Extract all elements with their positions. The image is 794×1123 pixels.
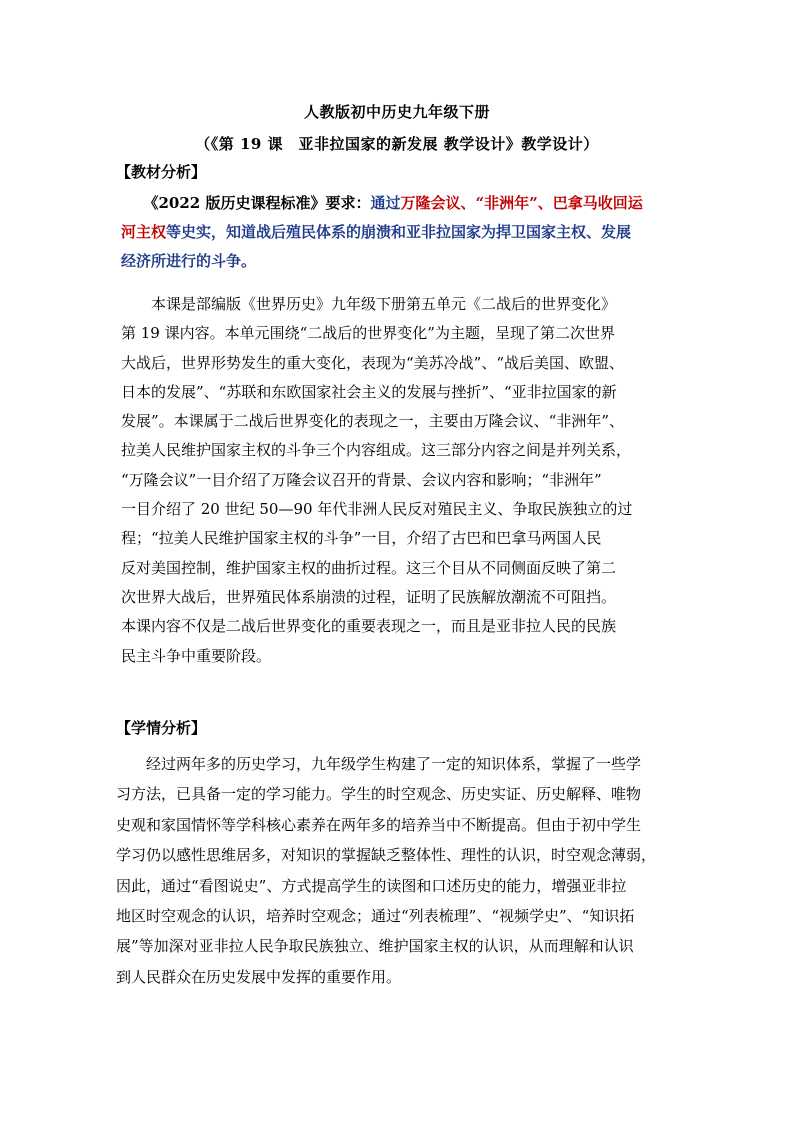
standard-text: 等史实，知道战后殖民体系的崩溃和亚非拉国家为捍卫国家主权、发展: [166, 223, 632, 241]
standard-text: 通过: [370, 194, 401, 212]
paragraph-line: 大战后，世界形势发生的重大变化，表现为“美苏冷战”、“战后美国、欧盟、: [121, 353, 625, 372]
paragraph-line: 经过两年多的历史学习，九年级学生构建了一定的知识体系，掌握了一些学: [116, 755, 642, 773]
paragraph-line: 史观和家国情怀等学科核心素养在两年多的培养当中不断提高。但由于初中学生: [116, 815, 642, 834]
curriculum-standard: [121, 189, 643, 276]
paragraph-line: 民主斗争中重要阶段。: [121, 646, 272, 665]
standard-line: [121, 218, 643, 247]
standard-highlight: 万隆会议、“非洲年”、巴拿马收回运: [400, 194, 643, 212]
section-heading-textbook-analysis: 【教材分析】: [116, 163, 207, 181]
paragraph-line: 日本的发展”、“苏联和东欧国家社会主义的发展与挫折”、“亚非拉国家的新: [121, 382, 617, 401]
textbook-analysis-paragraph: [121, 290, 632, 671]
paragraph-line: 地区时空观念的认识，培养时空观念；通过“列表梳理”、“视频学史”、“知识拓: [116, 906, 635, 925]
paragraph-line: “万隆会议”一目介绍了万隆会议召开的背景、会议内容和影响；“非洲年”: [121, 470, 602, 489]
section-heading-student-analysis: 【学情分析】: [116, 719, 207, 737]
standard-line: [121, 189, 643, 218]
paragraph-line: 本课是部编版《世界历史》九年级下册第五单元《二战后的世界变化》: [121, 295, 617, 313]
paragraph-line: 展”等加深对亚非拉人民争取民族独立、维护国家主权的认识，从而理解和认识: [116, 937, 634, 956]
paragraph-line: 因此，通过“看图说史”、方式提高学生的读图和口述历史的能力，增强亚非拉: [116, 876, 627, 895]
standard-highlight: 河主权: [121, 223, 167, 241]
document-title: 人教版初中历史九年级下册: [303, 103, 490, 121]
paragraph-line: 学习仍以感性思维居多，对知识的掌握缺乏整体性、理性的认识，时空观念薄弱，: [116, 846, 657, 865]
standard-line: [121, 247, 643, 276]
paragraph-line: 习方法，已具备一定的学习能力。学生的时空观念、历史实证、历史解释、唯物: [116, 785, 642, 804]
paragraph-line: 一目介绍了 20 世纪 50—90 年代非洲人民反对殖民主义、争取民族独立的过: [121, 500, 633, 519]
paragraph-line: 本课内容不仅是二战后世界变化的重要表现之一，而且是亚非拉人民的民族: [121, 617, 617, 636]
paragraph-line: 拉美人民维护国家主权的斗争三个内容组成。这三部分内容之间是并列关系，: [121, 441, 632, 460]
paragraph-line: 程；“拉美人民维护国家主权的斗争”一目，介绍了古巴和巴拿马两国人民: [121, 529, 602, 548]
standard-text: 经济所进行的斗争。: [121, 252, 257, 270]
paragraph-line: 到人民群众在历史发展中发挥的重要作用。: [116, 967, 402, 986]
student-analysis-paragraph: [116, 749, 656, 992]
paragraph-line: 第 19 课内容。本单元围绕“二战后的世界变化”为主题，呈现了第二次世界: [121, 324, 615, 343]
paragraph-line: 反对美国控制，维护国家主权的曲折过程。这三个目从不同侧面反映了第二: [121, 558, 617, 577]
standard-text: 《2022 版历史课程标准》要求：: [121, 194, 371, 212]
document-subtitle: （《第 19 课 亚非拉国家的新发展 教学设计》教学设计）: [195, 135, 599, 153]
paragraph-line: 发展”。本课属于二战后世界变化的表现之一，主要由万隆会议、“非洲年”、: [121, 412, 625, 431]
paragraph-line: 次世界大战后，世界殖民体系崩溃的过程，证明了民族解放潮流不可阻挡。: [121, 587, 617, 606]
